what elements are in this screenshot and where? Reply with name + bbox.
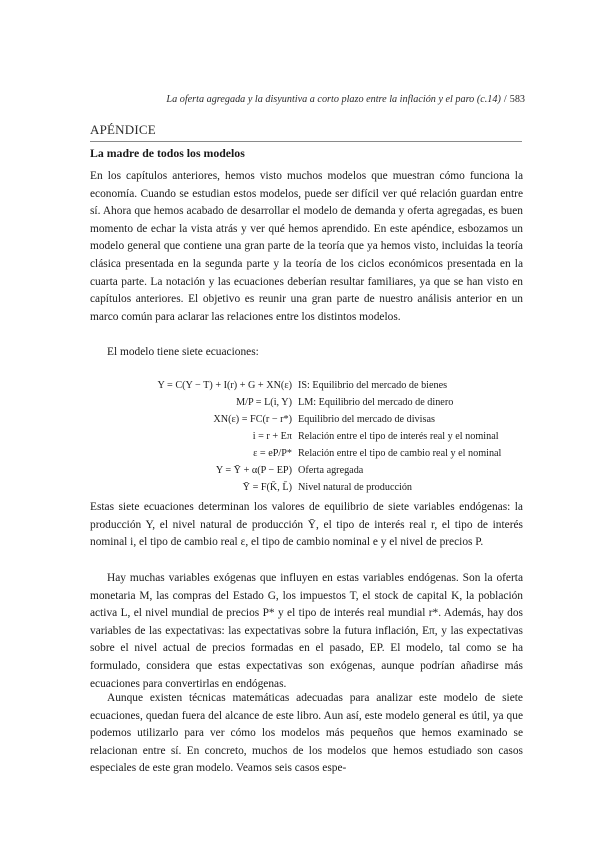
equation-row [90, 377, 523, 394]
equation-label: Equilibrio del mercado de divisas [298, 414, 435, 425]
equation-row [90, 394, 523, 411]
equation-label: Oferta agregada [298, 465, 364, 476]
equation-formula: Y = Ȳ + α(P − EP) [215, 465, 292, 476]
paragraph-equations-intro: El modelo tiene siete ecuaciones: [107, 346, 259, 358]
equation-row [90, 428, 523, 445]
equation-formula: XN(ε) = FC(r − r*) [213, 414, 292, 425]
equation-row [90, 479, 523, 496]
equation-row [90, 462, 523, 479]
equation-formula: M/P = L(i, Y) [236, 397, 292, 408]
paragraph-endogenous: Estas siete ecuaciones determinan los valores de equilibrio de siete variables endógenas: la producción Y, el nivel natural de producción Ȳ, el tipo de interés real r, el tipo de interés nominal i, el tipo de cambio real ε, el tipo de cambio nominal e y el nivel de precios P. [90, 501, 523, 549]
equation-row [90, 411, 523, 428]
paragraph-exogenous: Hay muchas variables exógenas que influyen en estas variables endógenas. Son la oferta monetaria M, las compras del Estado G, los impuestos T, el stock de capital K, la población activa L, el nivel mundial de precios P* y el tipo de interés real mundial r*. Además, hay dos variables de las expectativas: las expectativas sobre la futura inflación, Eπ, y las expectativas sobre el nivel actual de precios formadas en el pasado, EP. El modelo, tal como se ha formulado, considera que estas expectativas son exógenas, aunque podrían añadirse más ecuaciones para convertirlas en endógenas. [90, 572, 523, 690]
equation-label: Relación entre el tipo de cambio real y el nominal [298, 448, 502, 459]
section-title: La madre de todos los modelos [90, 146, 245, 160]
equation-formula: Y = C(Y − T) + I(r) + G + XN(ε) [157, 380, 292, 391]
equation-label: LM: Equilibrio del mercado de dinero [298, 397, 454, 408]
running-head [45, 94, 525, 105]
equation-list [90, 377, 523, 496]
equation-label: Nivel natural de producción [298, 482, 413, 493]
appendix-title: APÉNDICE [90, 122, 522, 142]
paragraph-special-cases: Aunque existen técnicas matemáticas adecuadas para analizar este modelo de siete ecuaciones, quedan fuera del alcance de este libro. Aun así, este modelo general es útil, ya que podemos utilizarlo para ver cómo los modelos más pequeños que hemos examinado se relacionan entre sí. En concreto, muchos de los modelos que hemos estudiado son casos especiales de este gran modelo. Veamos seis casos espe- [90, 692, 523, 775]
equation-formula: Ȳ = F(K̄, L̄) [242, 482, 292, 493]
page-number: 583 [509, 94, 525, 105]
equation-label: Relación entre el tipo de interés real y el nominal [298, 431, 499, 442]
equation-formula: ε = eP/P* [253, 448, 292, 459]
running-title: La oferta agregada y la disyuntiva a corto plazo entre la inflación y el paro (c.14) [166, 94, 501, 105]
equation-formula: i = r + Eπ [252, 431, 292, 442]
equation-row [90, 445, 523, 462]
equation-label: IS: Equilibrio del mercado de bienes [298, 380, 448, 391]
header-separator: / [503, 94, 507, 105]
paragraph-intro: En los capítulos anteriores, hemos visto muchos modelos que muestran cómo funciona la economía. Cuando se estudian estos modelos, puede ser difícil ver qué relación guardan entre sí. Ahora que hemos acabado de desarrollar el modelo de demanda y oferta agregadas, es buen momento de echar la vista atrás y ver qué hemos aprendido. En este apéndice, esbozamos un modelo general que contiene una gran parte de la teoría que ya hemos visto, incluidas la teoría clásica presentada en la segunda parte y la teoría de los ciclos económicos presentada en la cuarta parte. La notación y las ecuaciones deberían resultar familiares, ya que se han visto en capítulos anteriores. El objetivo es reunir una gran parte de nuestro análisis anterior en un marco común para aclarar las relaciones entre los distintos modelos. [90, 170, 523, 323]
